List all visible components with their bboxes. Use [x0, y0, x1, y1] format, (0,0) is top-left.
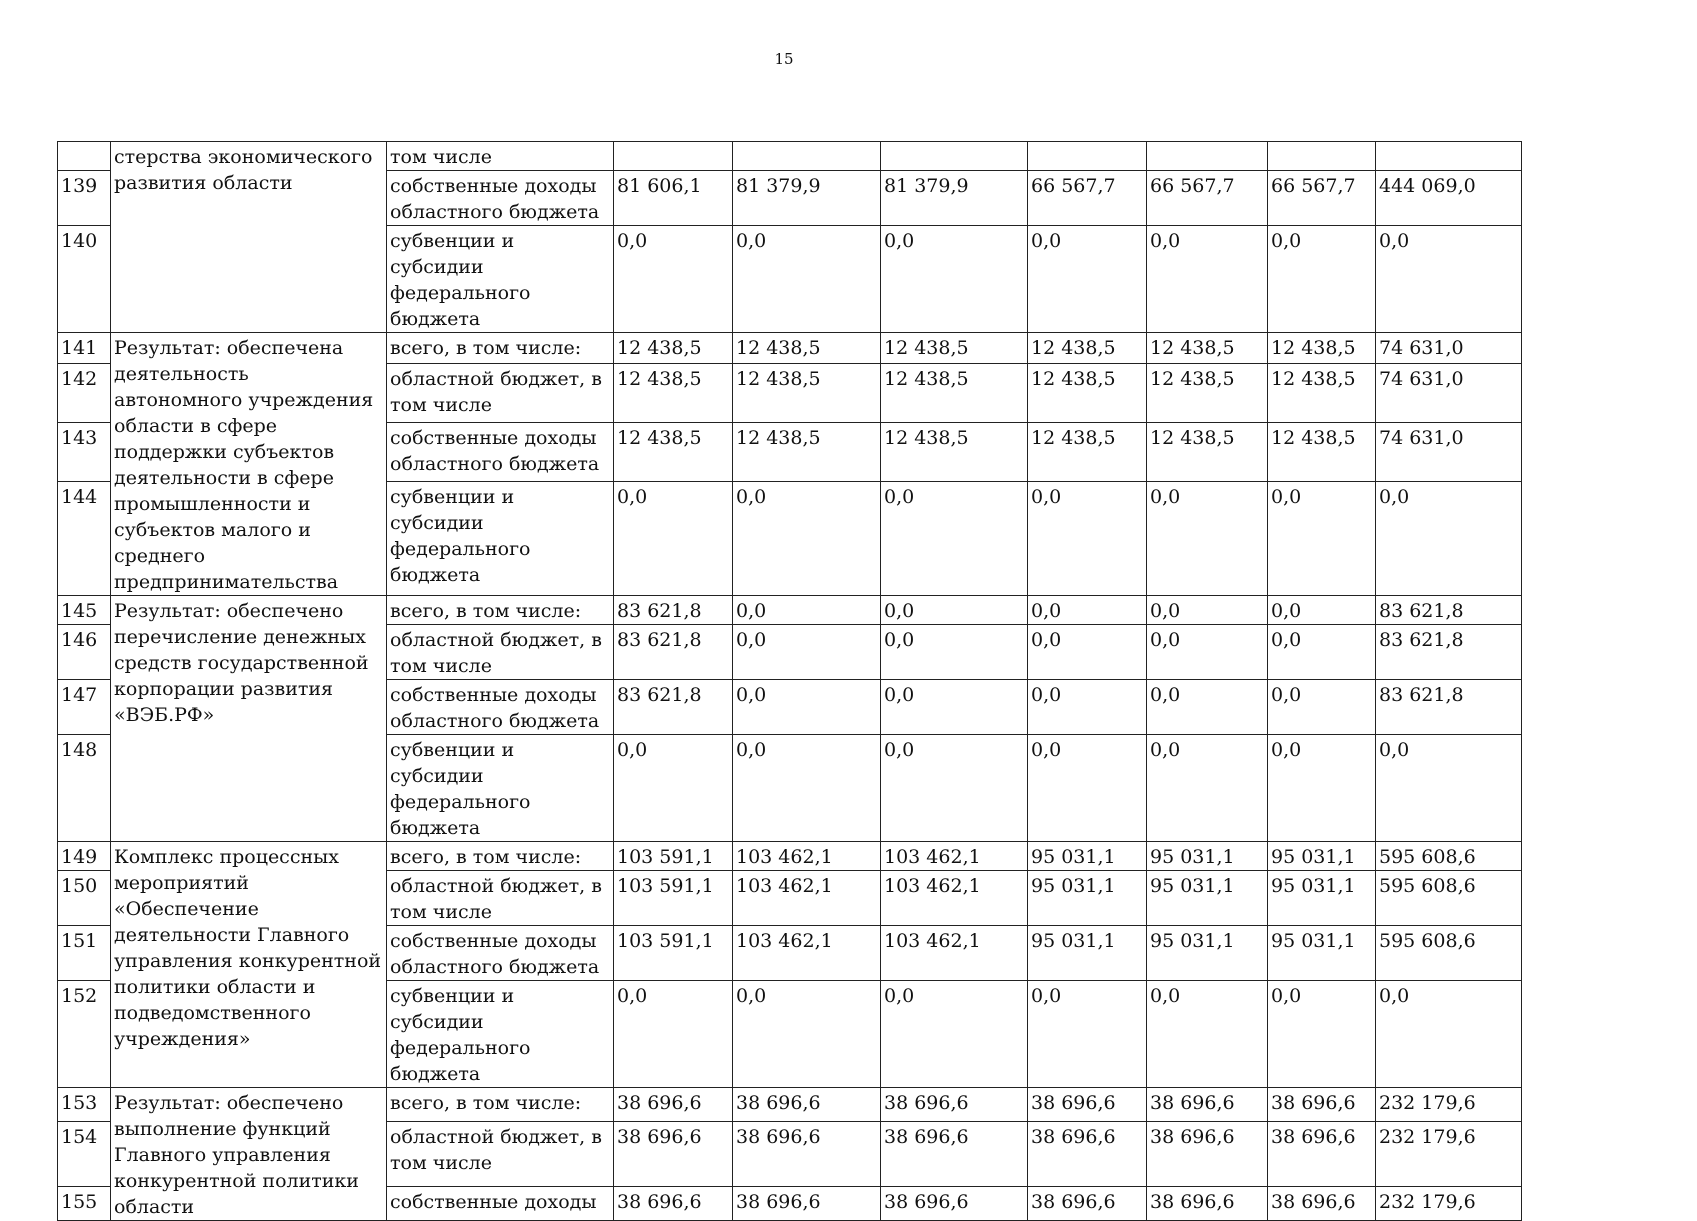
- value-year-2: 0,0: [733, 625, 881, 680]
- funding-source: собственные доходы: [387, 1186, 614, 1220]
- value-year-5: 0,0: [1147, 625, 1268, 680]
- funding-source: всего, в том числе:: [387, 1088, 614, 1122]
- value-year-4: 38 696,6: [1028, 1088, 1147, 1122]
- value-year-2: 103 462,1: [733, 926, 881, 981]
- value-year-6: 95 031,1: [1268, 871, 1376, 926]
- value-total: 83 621,8: [1376, 625, 1522, 680]
- value-year-3: 0,0: [881, 735, 1028, 842]
- group-description: Результат: обеспечено перечисление денежных средств государственной корпорации развития «ВЭБ.РФ»: [111, 596, 387, 842]
- value-year-6: 0,0: [1268, 596, 1376, 625]
- funding-source: собственные доходы областного бюджета: [387, 680, 614, 735]
- value-year-6: 0,0: [1268, 625, 1376, 680]
- funding-source: собственные доходы областного бюджета: [387, 171, 614, 226]
- value-total: 74 631,0: [1376, 422, 1522, 481]
- value-year-3: 0,0: [881, 596, 1028, 625]
- value-year-2: 103 462,1: [733, 871, 881, 926]
- row-number: 142: [58, 364, 111, 423]
- row-number: 149: [58, 842, 111, 871]
- value-total: 83 621,8: [1376, 596, 1522, 625]
- value-year-1: 0,0: [614, 226, 733, 333]
- value-year-6: 0,0: [1268, 735, 1376, 842]
- group-description: Комплекс процессных мероприятий «Обеспечение деятельности Главного управления конкурентной политики области и подведомственного учреждения»: [111, 842, 387, 1088]
- value-year-3: 38 696,6: [881, 1122, 1028, 1187]
- funding-source: областной бюджет, в том числе: [387, 871, 614, 926]
- value-year-2: 0,0: [733, 981, 881, 1088]
- row-number: [58, 142, 111, 171]
- value-total: 232 179,6: [1376, 1122, 1522, 1187]
- funding-source: всего, в том числе:: [387, 596, 614, 625]
- value-year-1: [614, 142, 733, 171]
- value-year-3: 38 696,6: [881, 1088, 1028, 1122]
- row-number: 146: [58, 625, 111, 680]
- value-year-5: 95 031,1: [1147, 842, 1268, 871]
- value-total: 595 608,6: [1376, 842, 1522, 871]
- value-year-3: 103 462,1: [881, 926, 1028, 981]
- row-number: 140: [58, 226, 111, 333]
- value-year-1: 83 621,8: [614, 625, 733, 680]
- table-row: [58, 842, 1522, 871]
- value-year-5: 95 031,1: [1147, 926, 1268, 981]
- value-year-1: 83 621,8: [614, 596, 733, 625]
- funding-source: областной бюджет, в том числе: [387, 625, 614, 680]
- value-total: 595 608,6: [1376, 871, 1522, 926]
- value-year-3: 0,0: [881, 481, 1028, 595]
- value-year-1: 38 696,6: [614, 1186, 733, 1220]
- value-year-4: 12 438,5: [1028, 364, 1147, 423]
- value-year-5: 12 438,5: [1147, 364, 1268, 423]
- value-year-3: 103 462,1: [881, 842, 1028, 871]
- value-year-4: 0,0: [1028, 481, 1147, 595]
- value-year-1: 12 438,5: [614, 422, 733, 481]
- value-total: 232 179,6: [1376, 1186, 1522, 1220]
- value-year-3: 0,0: [881, 226, 1028, 333]
- row-number: 145: [58, 596, 111, 625]
- value-year-3: 0,0: [881, 625, 1028, 680]
- budget-table: [57, 141, 1522, 1221]
- value-year-2: 0,0: [733, 596, 881, 625]
- value-total: 595 608,6: [1376, 926, 1522, 981]
- funding-source: областной бюджет, в том числе: [387, 364, 614, 423]
- value-year-5: 38 696,6: [1147, 1122, 1268, 1187]
- value-year-2: [733, 142, 881, 171]
- value-year-5: 38 696,6: [1147, 1186, 1268, 1220]
- value-year-6: 95 031,1: [1268, 926, 1376, 981]
- value-total: 0,0: [1376, 981, 1522, 1088]
- value-year-3: [881, 142, 1028, 171]
- value-year-1: 38 696,6: [614, 1122, 733, 1187]
- page-number: 15: [774, 50, 794, 68]
- value-year-6: 0,0: [1268, 981, 1376, 1088]
- value-year-6: 0,0: [1268, 680, 1376, 735]
- value-year-2: 81 379,9: [733, 171, 881, 226]
- value-year-4: 38 696,6: [1028, 1122, 1147, 1187]
- value-year-2: 38 696,6: [733, 1122, 881, 1187]
- value-year-2: 12 438,5: [733, 422, 881, 481]
- value-year-1: 103 591,1: [614, 842, 733, 871]
- value-year-2: 12 438,5: [733, 333, 881, 364]
- group-description: Результат: обеспечена деятельность автономного учреждения области в сфере поддержки субъектов деятельности в сфере промышленности и субъектов малого и среднего предпринимательства: [111, 333, 387, 596]
- value-year-5: 66 567,7: [1147, 171, 1268, 226]
- value-year-2: 12 438,5: [733, 364, 881, 423]
- value-year-4: 0,0: [1028, 981, 1147, 1088]
- value-year-1: 38 696,6: [614, 1088, 733, 1122]
- value-year-1: 12 438,5: [614, 333, 733, 364]
- value-total: 232 179,6: [1376, 1088, 1522, 1122]
- value-year-6: [1268, 142, 1376, 171]
- value-year-1: 83 621,8: [614, 680, 733, 735]
- value-total: 0,0: [1376, 481, 1522, 595]
- group-description: стерства экономического развития области: [111, 142, 387, 333]
- funding-source: всего, в том числе:: [387, 842, 614, 871]
- value-year-4: 66 567,7: [1028, 171, 1147, 226]
- value-year-6: 12 438,5: [1268, 333, 1376, 364]
- value-total: 74 631,0: [1376, 364, 1522, 423]
- value-year-5: 0,0: [1147, 981, 1268, 1088]
- funding-source: субвенции и субсидии федерального бюджета: [387, 735, 614, 842]
- value-year-4: [1028, 142, 1147, 171]
- value-year-3: 103 462,1: [881, 871, 1028, 926]
- row-number: 144: [58, 481, 111, 595]
- value-total: 0,0: [1376, 735, 1522, 842]
- funding-source: субвенции и субсидии федерального бюджета: [387, 481, 614, 595]
- row-number: 154: [58, 1122, 111, 1187]
- value-year-4: 38 696,6: [1028, 1186, 1147, 1220]
- value-year-1: 0,0: [614, 481, 733, 595]
- row-number: 141: [58, 333, 111, 364]
- table-row: [58, 596, 1522, 625]
- value-year-5: [1147, 142, 1268, 171]
- value-year-6: 38 696,6: [1268, 1122, 1376, 1187]
- row-number: 155: [58, 1186, 111, 1220]
- value-year-1: 0,0: [614, 981, 733, 1088]
- table-body: [58, 142, 1522, 1221]
- value-year-1: 103 591,1: [614, 871, 733, 926]
- value-year-1: 12 438,5: [614, 364, 733, 423]
- value-year-5: 12 438,5: [1147, 333, 1268, 364]
- value-year-6: 38 696,6: [1268, 1186, 1376, 1220]
- value-year-5: 95 031,1: [1147, 871, 1268, 926]
- value-year-5: 0,0: [1147, 735, 1268, 842]
- value-total: 74 631,0: [1376, 333, 1522, 364]
- group-description: Результат: обеспечено выполнение функций Главного управления конкурентной политики области: [111, 1088, 387, 1221]
- value-year-3: 12 438,5: [881, 364, 1028, 423]
- value-year-3: 12 438,5: [881, 422, 1028, 481]
- row-number: 148: [58, 735, 111, 842]
- value-year-4: 0,0: [1028, 625, 1147, 680]
- value-year-2: 103 462,1: [733, 842, 881, 871]
- value-year-2: 0,0: [733, 226, 881, 333]
- row-number: 151: [58, 926, 111, 981]
- value-year-4: 12 438,5: [1028, 422, 1147, 481]
- value-year-4: 0,0: [1028, 596, 1147, 625]
- value-year-4: 95 031,1: [1028, 871, 1147, 926]
- value-year-4: 95 031,1: [1028, 926, 1147, 981]
- value-total: 0,0: [1376, 226, 1522, 333]
- funding-source: субвенции и субсидии федерального бюджета: [387, 981, 614, 1088]
- value-year-5: 0,0: [1147, 680, 1268, 735]
- value-year-5: 0,0: [1147, 226, 1268, 333]
- funding-source: собственные доходы областного бюджета: [387, 422, 614, 481]
- row-number: 150: [58, 871, 111, 926]
- value-year-1: 81 606,1: [614, 171, 733, 226]
- value-year-6: 12 438,5: [1268, 422, 1376, 481]
- value-year-3: 0,0: [881, 981, 1028, 1088]
- funding-source: областной бюджет, в том числе: [387, 1122, 614, 1187]
- value-total: [1376, 142, 1522, 171]
- table-row: [58, 333, 1522, 364]
- value-total: 83 621,8: [1376, 680, 1522, 735]
- row-number: 143: [58, 422, 111, 481]
- value-year-5: 0,0: [1147, 596, 1268, 625]
- value-total: 444 069,0: [1376, 171, 1522, 226]
- value-year-6: 0,0: [1268, 226, 1376, 333]
- value-year-4: 0,0: [1028, 735, 1147, 842]
- value-year-4: 0,0: [1028, 226, 1147, 333]
- value-year-3: 81 379,9: [881, 171, 1028, 226]
- row-number: 147: [58, 680, 111, 735]
- value-year-5: 12 438,5: [1147, 422, 1268, 481]
- row-number: 153: [58, 1088, 111, 1122]
- value-year-6: 0,0: [1268, 481, 1376, 595]
- value-year-1: 0,0: [614, 735, 733, 842]
- value-year-4: 12 438,5: [1028, 333, 1147, 364]
- row-number: 152: [58, 981, 111, 1088]
- value-year-6: 12 438,5: [1268, 364, 1376, 423]
- funding-source: всего, в том числе:: [387, 333, 614, 364]
- value-year-2: 0,0: [733, 680, 881, 735]
- funding-source: собственные доходы областного бюджета: [387, 926, 614, 981]
- value-year-6: 38 696,6: [1268, 1088, 1376, 1122]
- value-year-2: 0,0: [733, 481, 881, 595]
- value-year-2: 38 696,6: [733, 1088, 881, 1122]
- funding-source: субвенции и субсидии федерального бюджета: [387, 226, 614, 333]
- row-number: 139: [58, 171, 111, 226]
- value-year-6: 66 567,7: [1268, 171, 1376, 226]
- value-year-3: 12 438,5: [881, 333, 1028, 364]
- value-year-5: 38 696,6: [1147, 1088, 1268, 1122]
- table-row: [58, 1088, 1522, 1122]
- value-year-3: 0,0: [881, 680, 1028, 735]
- value-year-3: 38 696,6: [881, 1186, 1028, 1220]
- value-year-1: 103 591,1: [614, 926, 733, 981]
- value-year-2: 0,0: [733, 735, 881, 842]
- value-year-2: 38 696,6: [733, 1186, 881, 1220]
- value-year-5: 0,0: [1147, 481, 1268, 595]
- funding-source: том числе: [387, 142, 614, 171]
- table-row: [58, 142, 1522, 171]
- value-year-6: 95 031,1: [1268, 842, 1376, 871]
- value-year-4: 95 031,1: [1028, 842, 1147, 871]
- value-year-4: 0,0: [1028, 680, 1147, 735]
